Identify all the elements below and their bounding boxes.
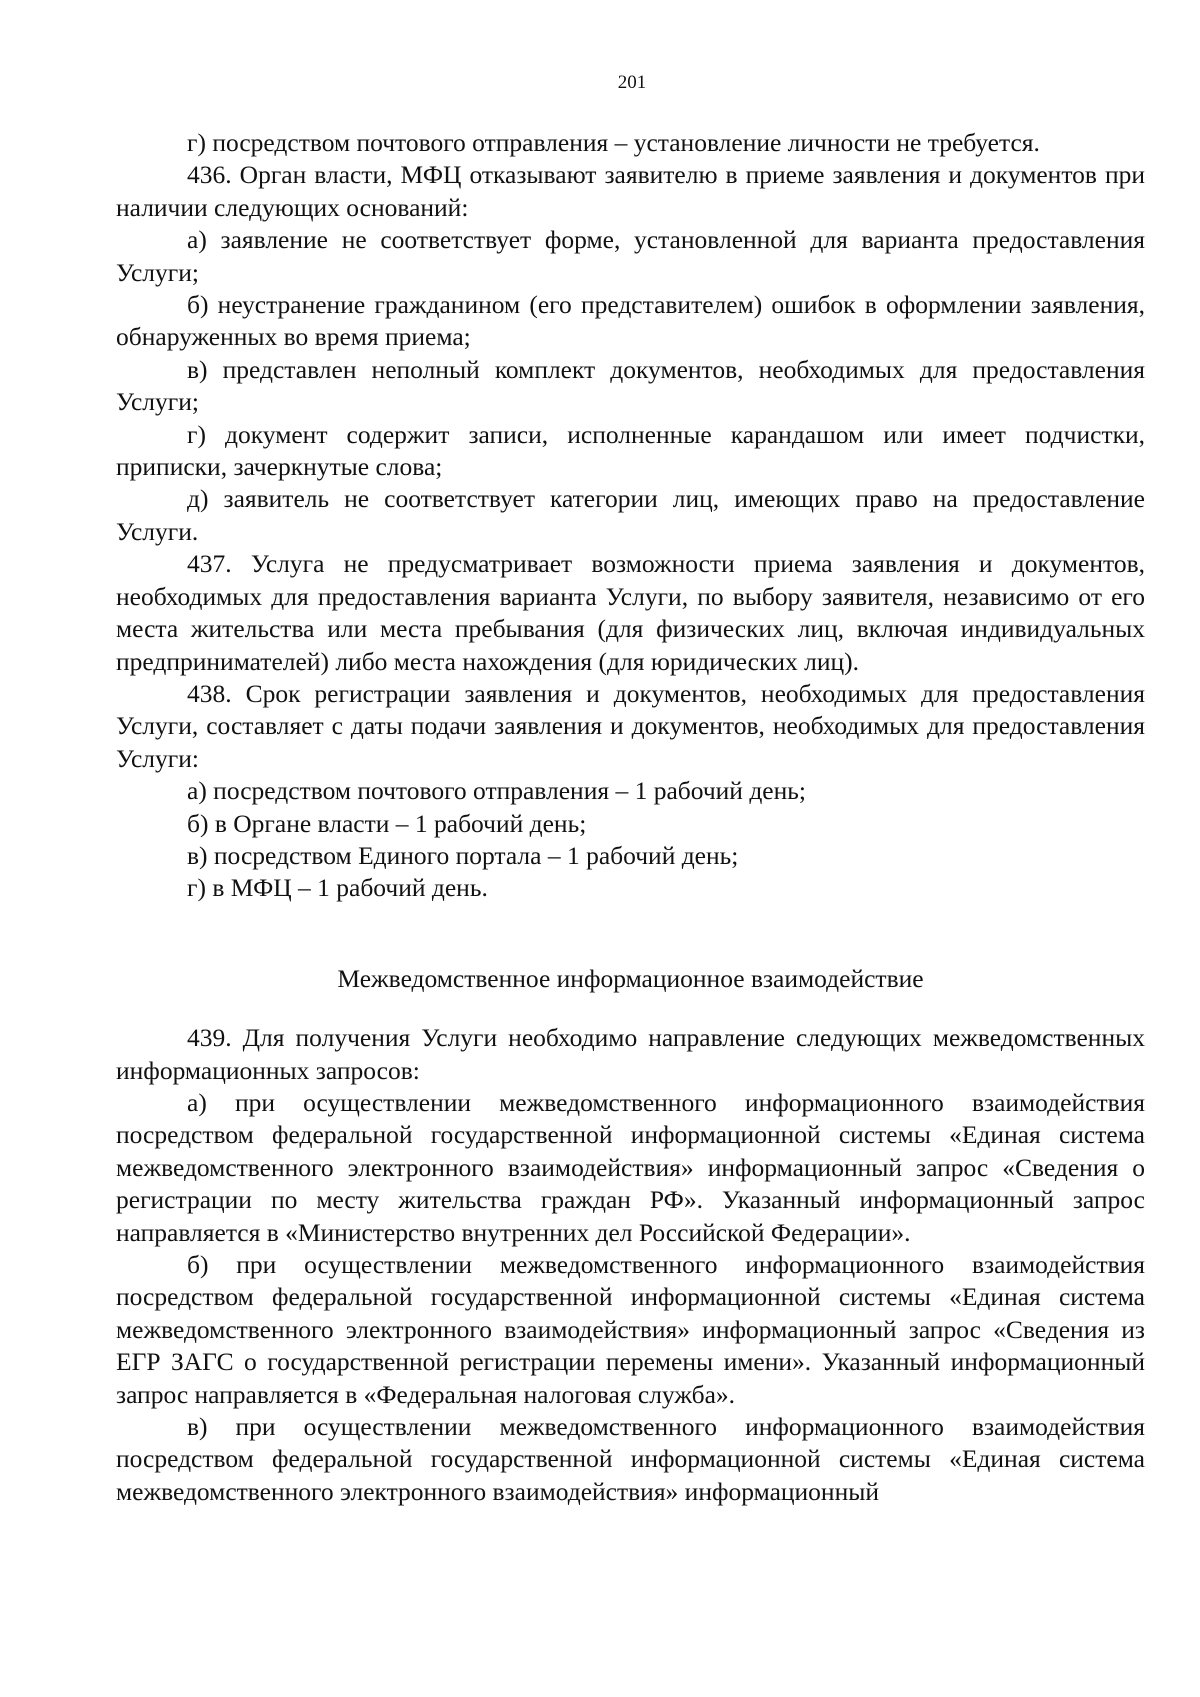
paragraph-438-a: а) посредством почтового отправления – 1 рабочий день; — [187, 776, 806, 806]
paragraph-438: 438. Срок регистрации заявления и документов, необходимых для предоставления Услуги, составляет с даты подачи заявления и документов, необходимых для предоставления Услуги: — [116, 678, 1145, 773]
paragraph-439-b: б) при осуществлении межведомственного информационного взаимодействия посредством федеральной государственной информационной системы «Единая система межведомственного электронного взаимодействия» информационный запрос «Сведения из ЕГР ЗАГС о государственной регистрации перемены имени». Указанный информационный запрос направляется в «Федеральная налоговая служба». — [116, 1250, 1145, 1409]
page-number: 201 — [617, 72, 647, 93]
paragraph-436-a: а) заявление не соответствует форме, установленной для варианта предоставления Услуги; — [116, 225, 1145, 287]
paragraph-439: 439. Для получения Услуги необходимо направление следующих межведомственных информационных запросов: — [116, 1023, 1145, 1085]
paragraph-439-a: а) при осуществлении межведомственного информационного взаимодействия посредством федеральной государственной информационной системы «Единая система межведомственного электронного взаимодействия» информационный запрос «Сведения о регистрации по месту жительства граждан РФ». Указанный информационный запрос направляется в «Министерство внутренних дел Российской Федерации». — [116, 1087, 1145, 1247]
paragraph-436: 436. Орган власти, МФЦ отказывают заявителю в приеме заявления и документов при наличии следующих оснований: — [116, 160, 1145, 222]
paragraph-438-g: г) в МФЦ – 1 рабочий день. — [187, 873, 488, 903]
paragraph-item-g-postal: г) посредством почтового отправления – установление личности не требуется. — [187, 128, 1040, 157]
paragraph-436-v: в) представлен неполный комплект документов, необходимых для предоставления Услуги; — [116, 354, 1145, 417]
section-heading: Межведомственное информационное взаимодействие — [337, 963, 924, 993]
paragraph-438-v: в) посредством Единого портала – 1 рабочий день; — [187, 840, 739, 870]
paragraph-436-d: д) заявитель не соответствует категории лиц, имеющих право на предоставление Услуги. — [116, 484, 1145, 546]
paragraph-436-g: г) документ содержит записи, исполненные карандашом или имеет подчистки, приписки, зачеркнутые слова; — [116, 419, 1145, 482]
document-body — [116, 127, 1145, 1508]
paragraph-437: 437. Услуга не предусматривает возможности приема заявления и документов, необходимых для предоставления варианта Услуги, по выбору заявителя, независимо от его места жительства или места пребывания (для физических лиц, включая индивидуальных предпринимателей) либо места нахождения (для юридических лиц). — [116, 549, 1145, 676]
paragraph-436-b: б) неустранение гражданином (его представителем) ошибок в оформлении заявления, обнаруженных во время приема; — [116, 290, 1145, 352]
paragraph-438-b: б) в Органе власти – 1 рабочий день; — [187, 808, 587, 838]
paragraph-439-v: в) при осуществлении межведомственного информационного взаимодействия посредством федеральной государственной информационной системы «Единая система межведомственного электронного взаимодействия» информационный — [116, 1412, 1145, 1506]
